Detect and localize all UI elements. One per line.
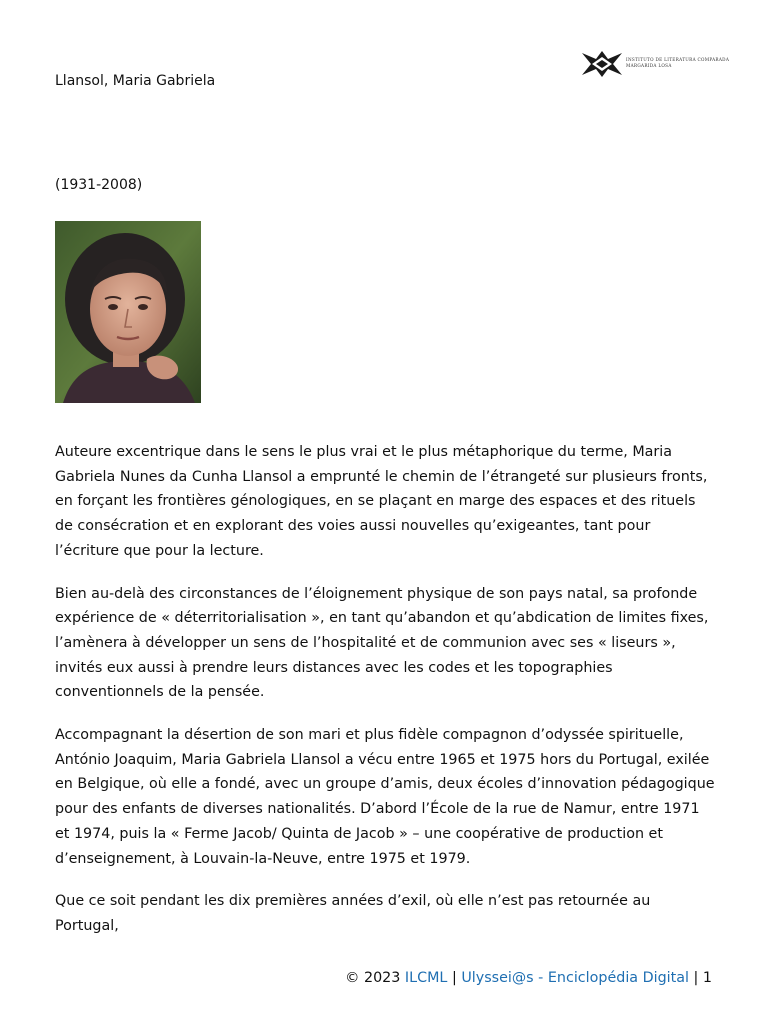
footer-copyright: © 2023 (345, 970, 401, 986)
paragraph-1: Auteure excentrique dans le sens le plus vrai et le plus métaphorique du terme, Maria Gabriela Nunes da Cunha Llansol a emprunté le chemin de l’étrangeté sur plusieurs fronts, en forçant les frontières génologiques, en se plaçant en marge des espaces et des rituels de consécration et en explorant des voies aussi nouvelles qu’exigeantes, tant pour l’écriture que pour la lecture. (55, 444, 708, 559)
paragraph-4: Que ce soit pendant les dix premières années d’exil, où elle n’est pas retournée au Portugal, (55, 893, 651, 934)
star-emblem-icon (580, 49, 624, 79)
author-name: Llansol, Maria Gabriela (55, 73, 216, 89)
author-dates: (1931-2008) (55, 177, 143, 193)
portrait-photo (55, 221, 201, 403)
page-number: 1 (702, 970, 712, 986)
logo-text-line1: INSTITUTO DE LITERATURA COMPARADA (626, 57, 730, 62)
footer-separator: | (451, 970, 457, 986)
portrait-illustration (55, 221, 201, 403)
footer-link-ilcml[interactable]: ILCML (404, 970, 448, 986)
paragraph-3: Accompagnant la désertion de son mari et plus fidèle compagnon d’odyssée spirituelle, António Joaquim, Maria Gabriela Llansol a vécu entre 1965 et 1975 hors du Portugal, exilée en Belgique, où elle a fondé, avec un groupe d’amis, deux écoles d’innovation pédagogique pour des enfants de diverses nationalités. D’abord l’École de la rue de Namur, entre 1971 et 1974, puis la « Ferme Jacob/ Quinta de Jacob » – une coopérative de production et d’enseignement, à Louvain-la-Neuve, entre 1975 et 1979. (55, 727, 715, 867)
logo-text-line2: MARGARIDA LOSA (626, 63, 672, 68)
institute-logo (580, 48, 730, 80)
article-body (55, 440, 717, 957)
page-footer (345, 970, 712, 986)
paragraph-2: Bien au-delà des circonstances de l’éloignement physique de son pays natal, sa profonde expérience de « déterritorialisation », en tant qu’abandon et qu’abdication de limites fixes, l’amènera à développer un sens de l’hospitalité et de communion avec ses « liseurs », invités eux aussi à prendre leurs distances avec les codes et les topographies conventionnels de la pensée. (55, 585, 709, 701)
footer-separator: | (693, 970, 699, 986)
footer-link-encyclopedia[interactable]: Ulyssei@s - Enciclopédia Digital (461, 970, 689, 986)
